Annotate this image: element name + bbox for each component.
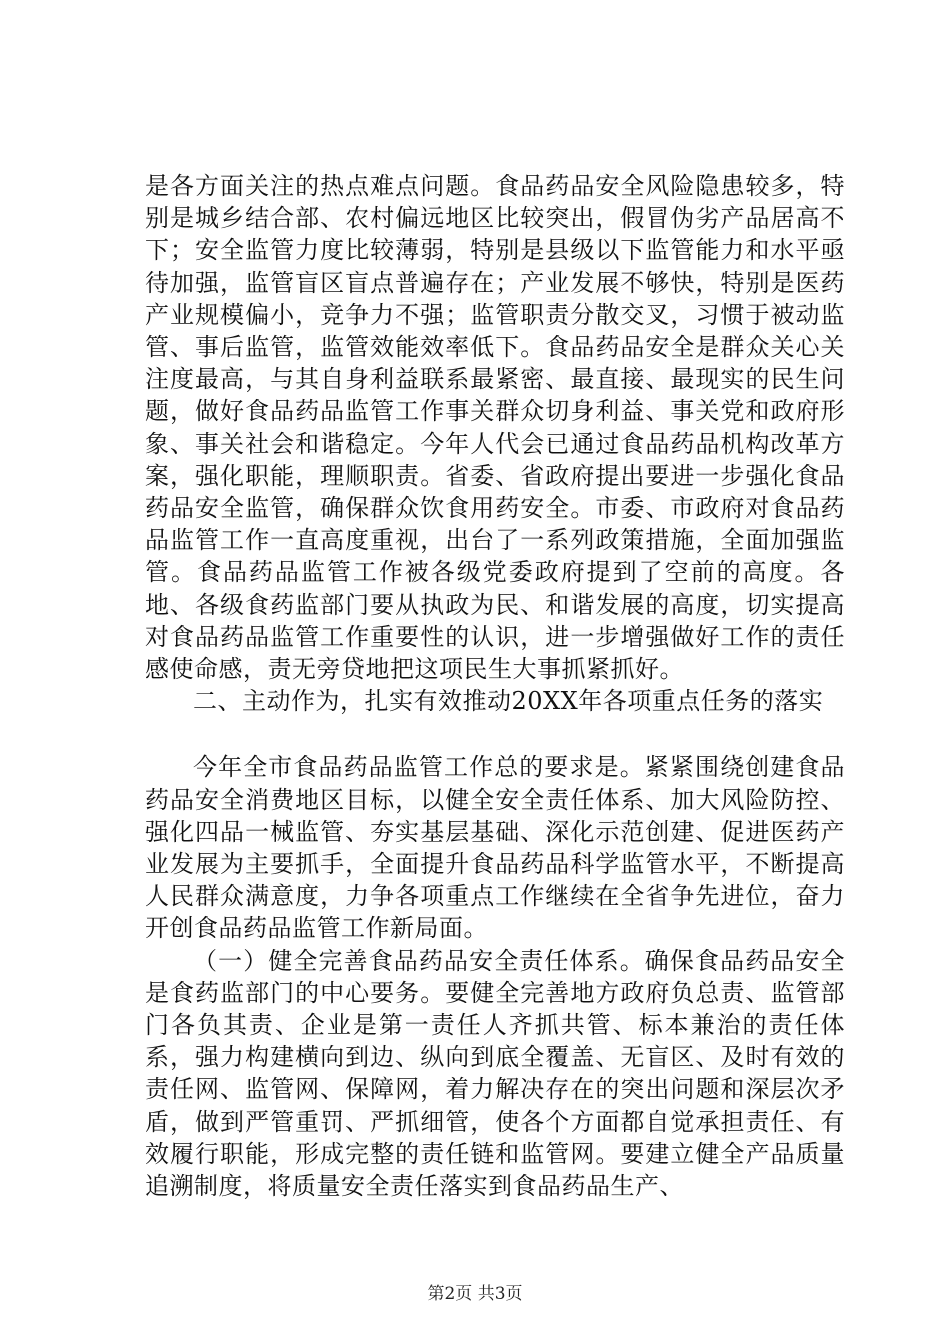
section-heading: 二、主动作为，扎实有效推动20XX年各项重点任务的落实 bbox=[193, 687, 824, 716]
document-body bbox=[145, 170, 845, 1202]
paragraph-1: 是各方面关注的热点难点问题。食品药品安全风险隐患较多，特别是城乡结合部、农村偏远地区比较突出，假冒伪劣产品居高不下；安全监管力度比较薄弱，特别是县级以下监管能力和水平亟待加强，监管盲区盲点普遍存在；产业发展不够快，特别是医药产业规模偏小，竞争力不强；监管职责分散交叉，习惯于被动监管、事后监管，监管效能效率低下。食品药品安全是群众关心关注度最高，与其自身利益联系最紧密、最直接、最现实的民生问题，做好食品药品监管工作事关群众切身利益、事关党和政府形象、事关社会和谐稳定。今年人代会已通过食品药品机构改革方案，强化职能，理顺职责。省委、省政府提出要进一步强化食品药品安全监管，确保群众饮食用药安全。市委、市政府对食品药品监管工作一直高度重视，出台了一系列政策措施，全面加强监管。食品药品监管工作被各级党委政府提到了空前的高度。各地、各级食药监部门要从执政为民、和谐发展的高度，切实提高对食品药品监管工作重要性的认识，进一步增强做好工作的责任感使命感，责无旁贷地把这项民生大事抓紧抓好。 bbox=[145, 172, 845, 684]
paragraph-2: 今年全市食品药品监管工作总的要求是。紧紧围绕创建食品药品安全消费地区目标，以健全安全责任体系、加大风险防控、强化四品一械监管、夯实基层基础、深化示范创建、促进医药产业发展为主要抓手，全面提升食品药品科学监管水平，不断提高人民群众满意度，力争各项重点工作继续在全省争先进位，奋力开创食品药品监管工作新局面。 bbox=[145, 753, 845, 943]
paragraph-3: （一）健全完善食品药品安全责任体系。确保食品药品安全是食药监部门的中心要务。要健全完善地方政府负总责、监管部门各负其责、企业是第一责任人齐抓共管、标本兼治的责任体系，强力构建横向到边、纵向到底全覆盖、无盲区、及时有效的责任网、监管网、保障网，着力解决存在的突出问题和深层次矛盾，做到严管重罚、严抓细管，使各个方面都自觉承担责任、有效履行职能，形成完整的责任链和监管网。要建立健全产品质量追溯制度，将质量安全责任落实到食品药品生产、 bbox=[145, 946, 845, 1201]
page-footer: 第2页 共3页 bbox=[427, 1284, 523, 1304]
